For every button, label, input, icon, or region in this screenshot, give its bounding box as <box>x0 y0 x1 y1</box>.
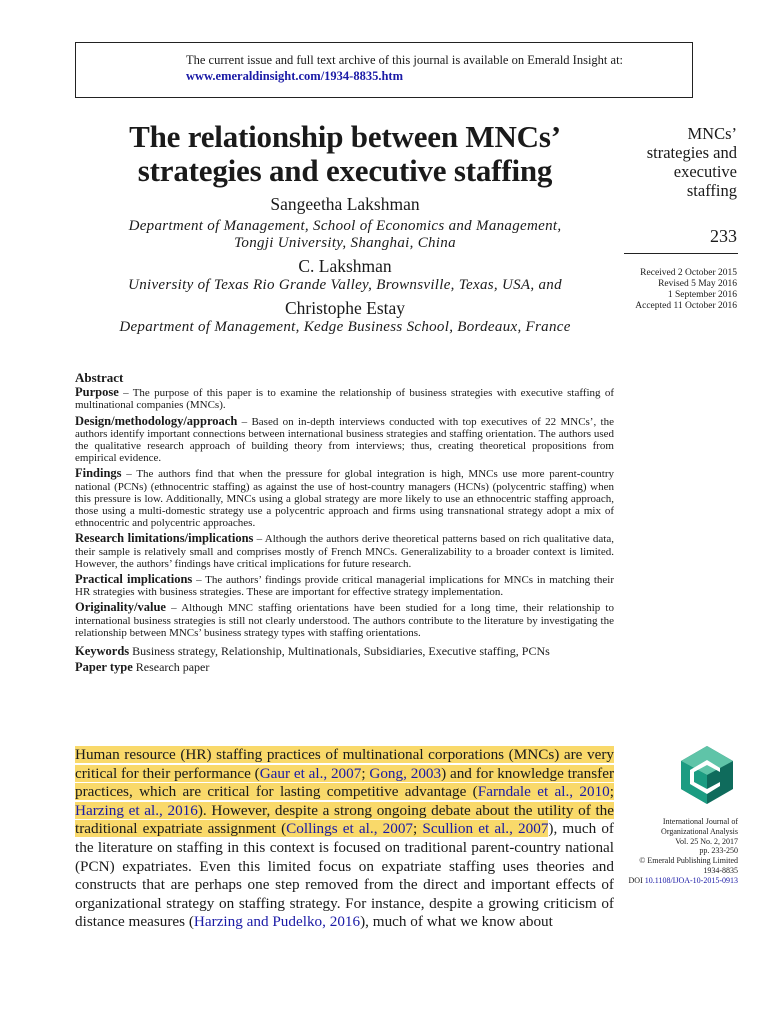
practical-label: Practical implications <box>75 572 193 587</box>
purpose-label: Purpose <box>75 385 119 400</box>
author-affiliation-3: Department of Management, Kedge Business School, Bordeaux, France <box>119 319 571 335</box>
paper-type <box>75 661 614 673</box>
abstract-purpose <box>75 386 614 411</box>
keywords <box>75 645 614 657</box>
running-title-line: MNCs’ <box>687 124 737 143</box>
intro-paragraph <box>75 746 614 932</box>
journal-info-line: 1934-8835 <box>703 865 738 875</box>
paper-title <box>75 120 615 188</box>
emerald-logo-icon <box>676 744 738 806</box>
journal-info-line: Vol. 25 No. 2, 2017 <box>675 836 738 846</box>
abstract-practical <box>75 573 614 598</box>
author-name-2: C. Lakshman <box>298 256 392 276</box>
affiliation-line: Tongji University, Shanghai, China <box>234 235 456 251</box>
title-line-2: strategies and executive staffing <box>137 153 553 188</box>
citation-link[interactable]: Scullion et al., 2007 <box>422 820 549 838</box>
date-line: Accepted 11 October 2016 <box>635 301 737 311</box>
citation-link[interactable]: Gaur et al., 2007 <box>259 764 362 782</box>
design-label: Design/methodology/approach <box>75 413 238 428</box>
body-text: ), much of the literature on staffing in this context is focused on traditional parent-country national (PCN) expatriates. Even this limited focus on expatriate staffing uses theories and constructs that are perhaps one step removed from the direct and important effects of organizational strategy on staffing strategy. For instance, despite a growing criticism of distance measures ( <box>75 820 614 931</box>
highlighted-text: ; <box>413 820 423 838</box>
running-title <box>615 124 737 200</box>
citation-link[interactable]: Collings et al., 2007 <box>286 820 414 838</box>
journal-info-line: pp. 233-250 <box>699 846 738 856</box>
date-line: Revised 5 May 2016 <box>658 279 737 289</box>
paper-type-label: Paper type <box>75 660 133 675</box>
findings-label: Findings <box>75 466 122 481</box>
author-affiliation-1 <box>65 218 625 252</box>
abstract-limitations <box>75 532 614 570</box>
date-line: Received 2 October 2015 <box>640 268 737 278</box>
originality-label: Originality/value <box>75 600 166 615</box>
author-affiliation-2: University of Texas Rio Grande Valley, Brownsville, Texas, USA, and <box>128 277 562 293</box>
citation-link[interactable]: Farndale et al., 2010 <box>477 783 610 801</box>
limitations-label: Research limitations/implications <box>75 531 254 546</box>
sidebar-divider <box>624 253 738 254</box>
citation-link[interactable]: Harzing et al., 2016 <box>75 801 198 819</box>
author-name-1: Sangeetha Lakshman <box>270 194 420 214</box>
running-title-line: executive <box>673 162 737 181</box>
author-name-3: Christophe Estay <box>284 298 406 318</box>
abstract-section <box>75 372 614 676</box>
affiliation-line: Department of Management, School of Economics and Management, <box>128 218 562 234</box>
doi-label: DOI <box>628 875 643 885</box>
journal-info-line: International Journal of <box>662 817 738 826</box>
date-line: 1 September 2016 <box>667 290 737 300</box>
paper-type-text: Research paper <box>132 660 210 675</box>
journal-url-link[interactable]: www.emeraldinsight.com/1934-8835.htm <box>186 69 403 83</box>
highlighted-text: ) and for knowledge transfer practices, which are critical for lasting competitive advantage ( <box>75 764 615 801</box>
journal-access-notice <box>75 42 693 98</box>
originality-text: – Although MNC staffing orientations have been studied for a long time, their relationship to international business strategies is still not clearly understood. The authors contribute to the literature by investigating the relationship between MNCs’ business strategy types with staffing orientations. <box>75 602 614 639</box>
design-text: – Based on in-depth interviews conducted with top executives of 22 MNCs’, the authors identify important connections between international business strategies and staffing orientation. The authors used the qualitative research approach of building theory from interviews; thus, creating theoretical propositions from empirical evidence. <box>75 415 614 465</box>
highlighted-text: ; <box>361 764 370 782</box>
citation-link[interactable]: Harzing and Pudelko, 2016 <box>193 913 361 931</box>
abstract-design <box>75 415 614 465</box>
keywords-text: Business strategy, Relationship, Multinationals, Subsidiaries, Executive staffing, PCNs <box>129 644 550 659</box>
abstract-findings <box>75 467 614 529</box>
abstract-heading: Abstract <box>75 370 124 385</box>
running-title-line: staffing <box>686 181 737 200</box>
body-text: ), much of what we know about <box>360 913 553 931</box>
doi-link[interactable]: 10.1108/IJOA-10-2015-0913 <box>644 875 738 885</box>
findings-text: – The authors find that when the pressure for global integration is high, MNCs use more parent-country national (PCNs) (ethnocentric staffing) as against the use of host-country managers (HCNs) (polycentric staffing) when this pressure is low. Additionally, MNCs using a global strategy are more likely to use an ethnocentric staffing approach, those using a multi-domestic strategy use a polycentric approach and firms using transnational strategy adopt a mix of ethnocentric and polycentric approaches. <box>75 468 614 530</box>
journal-info-line: Organizational Analysis <box>661 826 738 836</box>
notice-text: The current issue and full text archive of this journal is available on Emerald Insight at: <box>186 53 624 67</box>
highlighted-text: Human resource (HR) staffing practices of multinational corporations (MNCs) are very critical for their performance ( <box>75 746 614 782</box>
highlighted-text: ). However, despite a strong ongoing debate about the utility of the traditional expatriate assignment ( <box>75 801 614 838</box>
title-line-1: The relationship between MNCs’ <box>129 119 561 154</box>
highlighted-text: ; <box>609 783 615 801</box>
purpose-text: – The purpose of this paper is to examine the relationship of business strategies with executive staffing of multinational companies (MNCs). <box>75 387 614 412</box>
journal-citation-info <box>618 817 738 886</box>
keywords-label: Keywords <box>75 644 130 659</box>
running-title-line: strategies and <box>646 143 737 162</box>
abstract-originality <box>75 601 614 639</box>
journal-info-line: © Emerald Publishing Limited <box>639 856 738 866</box>
page-number: 233 <box>710 226 737 246</box>
practical-text: – The authors’ findings provide critical managerial implications for MNCs in matching their HR strategies with business strategies. These are important for effective strategy implementation. <box>75 574 615 599</box>
submission-dates <box>610 268 737 312</box>
doi-line <box>618 876 738 886</box>
limitations-text: – Although the authors derive theoretical patterns based on rich qualitative data, their sample is relatively small and comprises mostly of French MNCs. Generalizability to a broader context is limited. However, the authors’ findings have critical implications for future research. <box>75 533 614 570</box>
citation-link[interactable]: Gong, 2003 <box>369 764 442 782</box>
